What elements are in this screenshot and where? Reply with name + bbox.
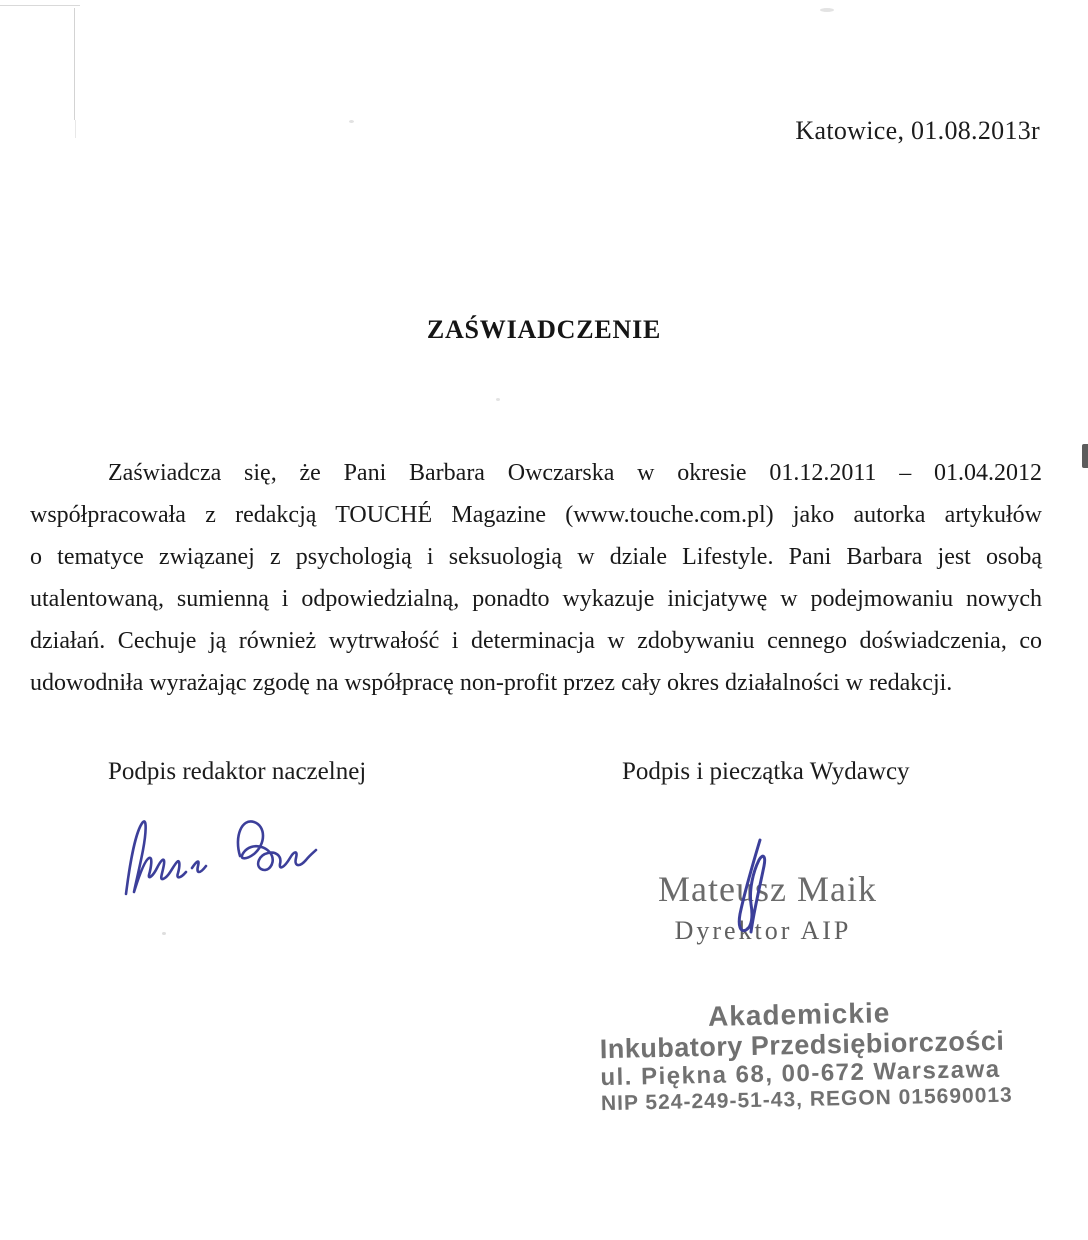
scan-artifact-speck [349,120,354,123]
stamp-line: Inkubatory Przedsiębiorczości [599,1025,1005,1065]
body-line: działań. Cechuje ją również wytrwałość i determinacja w zdobywaniu cennego doświadczenia, co [30,628,1042,654]
publisher-name-stamp: Mateusz Maik [658,869,877,909]
handwritten-signature [118,810,328,905]
publisher-signature-label: Podpis i pieczątka Wydawcy [622,758,910,785]
scan-artifact-speck [496,398,500,401]
body-line: Zaświadcza się, że Pani Barbara Owczarska w okresie 01.12.2011 – 01.04.2012 [108,460,1042,486]
body-line: o tematyce związanej z psychologią i seksuologią w dziale Lifestyle. Pani Barbara jest osobą [30,544,1042,570]
scan-artifact-vertical-line-faint [75,120,76,138]
body-line: współpracowała z redakcją TOUCHÉ Magazine (www.touche.com.pl) jako autorka artykułów [30,502,1042,528]
stamp-line: NIP 524-249-51-43, REGON 015690013 [600,1083,1013,1116]
document-title: ZAŚWIADCZENIE [426,315,662,344]
publisher-title-stamp: Dyrektor AIP [674,916,852,945]
scan-artifact-speck [820,8,834,12]
body-line: utalentowaną, sumienną i odpowiedzialną, ponadto wykazuje inicjatywę w podejmowaniu nowych [30,586,1042,612]
scan-artifact-speck [162,932,166,935]
organization-stamp [599,996,1013,1116]
date-line: Katowice, 01.08.2013r [795,116,1040,145]
body-paragraph [30,452,1042,704]
stamp-line: ul. Piękna 68, 00-672 Warszawa [600,1055,1001,1092]
scan-artifact-vertical-line [74,8,75,120]
editor-signature-label: Podpis redaktor naczelnej [108,758,367,785]
paraph-ink-strokes [739,840,764,932]
scan-artifact-horizontal-line [0,5,80,6]
body-line: udowodniła wyrażając zgodę na współpracę non-profit przez cały okres działalności w redakcji. [30,670,953,696]
stamp-line: Akademickie [707,997,891,1032]
publisher-initials-signature [724,838,776,940]
scan-artifact-edge-mark [1082,444,1088,468]
signature-ink-strokes [126,821,316,894]
